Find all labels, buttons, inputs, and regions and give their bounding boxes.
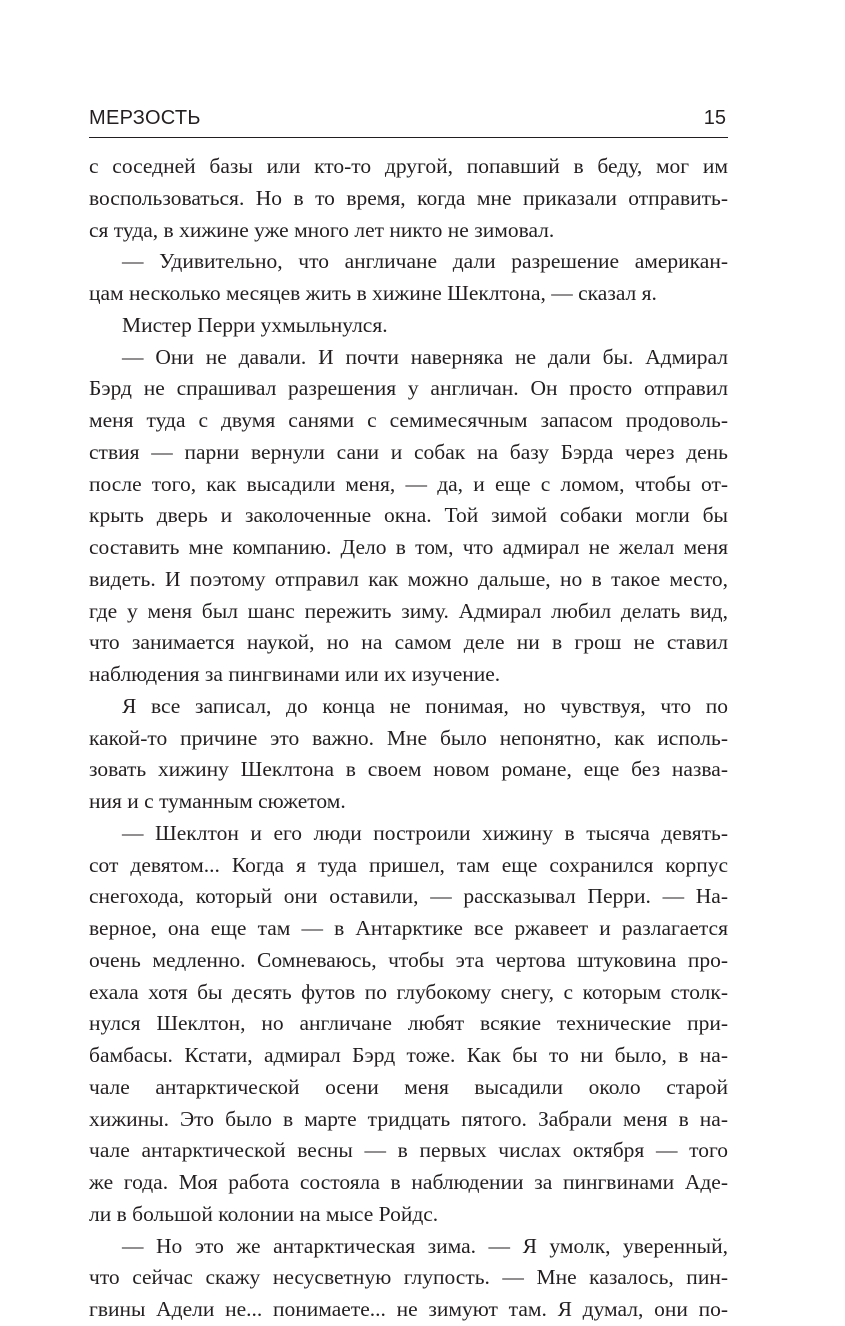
header-rule [89, 137, 728, 138]
text-line: ехала хотя бы десять футов по глубокому снегу, с которым столк- [89, 979, 728, 1004]
text-line: что занимается наукой, но на самом деле ни в грош не ставил [89, 630, 728, 655]
text-line: наблюдения за пингвинами или их изучение. [89, 662, 501, 686]
text-line: после того, как высадили меня, — да, и еще с ломом, чтобы от- [89, 471, 728, 496]
text-line: ния и с туманным сюжетом. [89, 789, 346, 813]
text-line: ли в большой колонии на мысе Ройдс. [89, 1201, 439, 1226]
text-line: — Они не давали. И почти наверняка не дали бы. Адмирал [122, 344, 728, 369]
text-line: видеть. И поэтому отправил как можно дальше, но в такое место, [89, 566, 728, 591]
text-line: — Удивительно, что англичане дали разрешение американ- [122, 249, 728, 274]
text-line: цам несколько месяцев жить в хижине Шеклтона, — сказал я. [89, 281, 657, 305]
text-line: зовать хижину Шеклтона в своем новом романе, еще без назва- [89, 757, 728, 782]
text-line: Бэрд не спрашивал разрешения у англичан. Он просто отправил [89, 376, 728, 401]
text-line: сот девятом... Когда я туда пришел, там еще сохранился корпус [89, 852, 728, 877]
text-line: составить мне компанию. Дело в том, что адмирал не желал меня [89, 535, 728, 559]
text-line: меня туда с двумя санями с семимесячным запасом продоволь- [89, 408, 728, 432]
text-line: очень медленно. Сомневаюсь, чтобы эта чертова штуковина про- [89, 947, 728, 972]
text-line: воспользоваться. Но в то время, когда мне приказали отправить- [89, 185, 728, 210]
text-line: какой-то причине это важно. Мне было непонятно, как исполь- [89, 725, 728, 750]
text-line: где у меня был шанс пережить зиму. Адмирал любил делать вид, [89, 598, 728, 623]
running-header [89, 104, 728, 134]
text-line: — Шеклтон и его люди построили хижину в тысяча девять- [122, 820, 728, 845]
text-line: нулся Шеклтон, но англичане любят всякие технические при- [89, 1011, 728, 1036]
text-line: Мистер Перри ухмыльнулся. [122, 312, 388, 337]
running-title: МЕРЗОСТЬ [89, 107, 201, 129]
body-text [89, 151, 728, 1326]
text-line: верное, она еще там — в Антарктике все ржавеет и разлагается [89, 916, 728, 940]
text-line: — Но это же антарктическая зима. — Я умолк, уверенный, [122, 1233, 728, 1258]
text-line: хижины. Это было в марте тридцать пятого. Забрали меня в на- [89, 1106, 728, 1131]
text-line: с соседней базы или кто-то другой, попавший в беду, мог им [89, 154, 728, 178]
text-line: чале антарктической осени меня высадили около старой [89, 1074, 728, 1099]
text-line: бамбасы. Кстати, адмирал Бэрд тоже. Как бы то ни было, в на- [89, 1043, 728, 1067]
page-number: 15 [703, 107, 726, 129]
text-line: гвины Адели не... понимаете... не зимуют там. Я думал, они по- [89, 1297, 728, 1321]
text-line: снегохода, который они оставили, — рассказывал Перри. — На- [89, 884, 728, 909]
text-line: что сейчас скажу несусветную глупость. — Мне казалось, пин- [89, 1265, 728, 1290]
text-line: же года. Моя работа состояла в наблюдении за пингвинами Аде- [89, 1170, 728, 1194]
text-line: ся туда, в хижине уже много лет никто не зимовал. [89, 217, 555, 242]
text-line: крыть дверь и заколоченные окна. Той зимой собаки могли бы [89, 503, 728, 528]
text-line: Я все записал, до конца не понимая, но чувствуя, что по [122, 693, 728, 718]
text-line: ствия — парни вернули сани и собак на базу Бэрда через день [89, 439, 728, 464]
text-line: чале антарктической весны — в первых числах октября — того [89, 1138, 728, 1163]
